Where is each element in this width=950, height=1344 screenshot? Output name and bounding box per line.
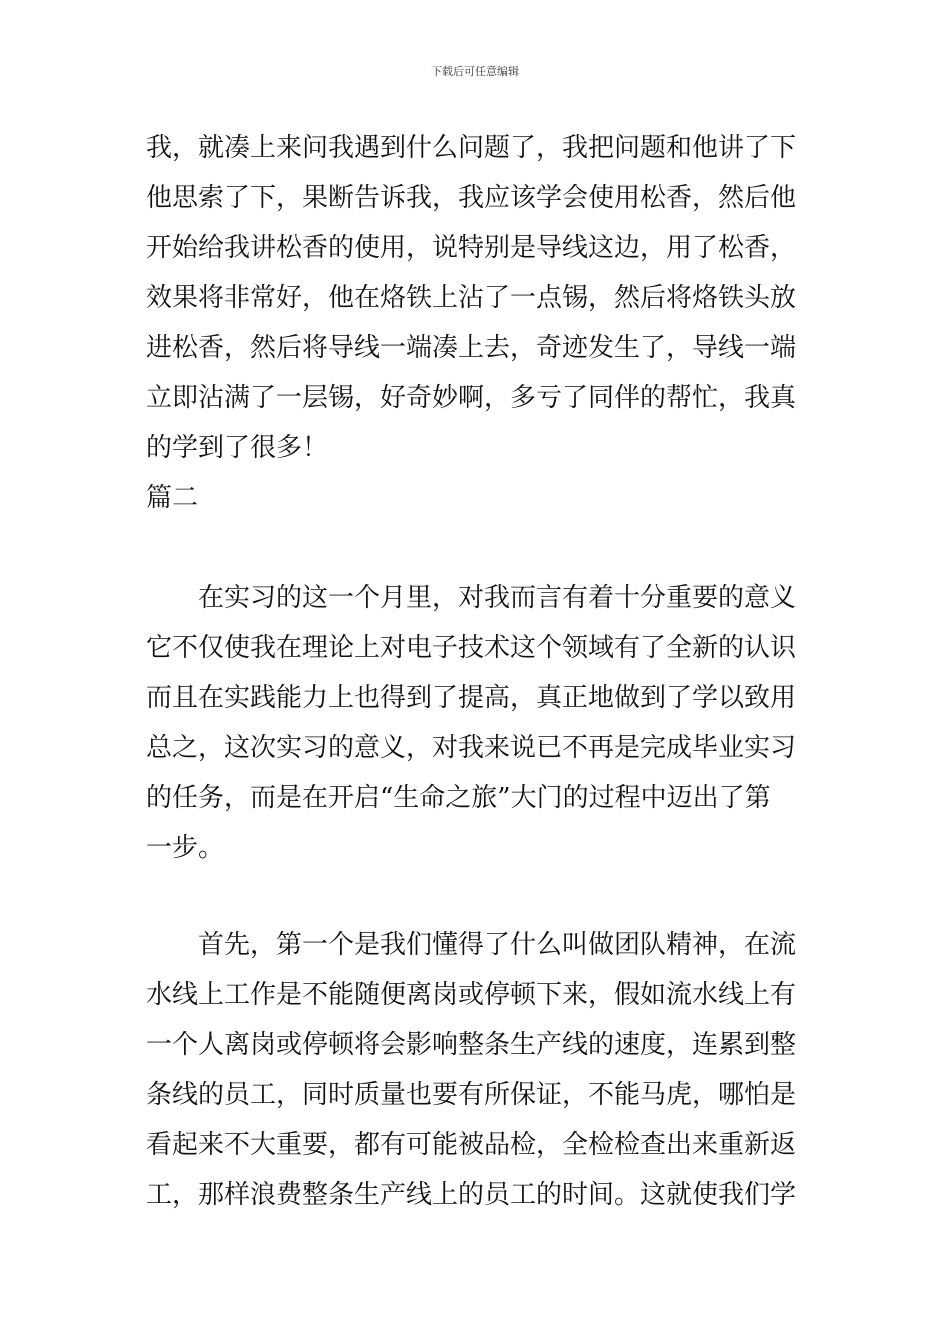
text-line: 看起来不大重要，都有可能被品检，全检检查出来重新返 [146, 1130, 797, 1160]
text-line: 它不仅使我在理论上对电子技术这个领域有了全新的认识 [146, 633, 797, 663]
text-line: 的学到了很多！ [146, 433, 329, 463]
text-line: 立即沾满了一层锡，好奇妙啊，多亏了同伴的帮忙，我真 [146, 383, 797, 413]
text-line: 进松香，然后将导线一端凑上去，奇迹发生了，导线一端 [146, 333, 797, 363]
paragraph-first-line: 在实习的这一个月里，对我而言有着十分重要的意义 [198, 583, 797, 613]
text-line: 开始给我讲松香的使用，说特别是导线这边，用了松香， [146, 233, 797, 263]
text-line: 工，那样浪费整条生产线上的员工的时间。这就使我们学 [146, 1180, 797, 1210]
text-line: 而且在实践能力上也得到了提高，真正地做到了学以致用 [146, 683, 797, 713]
text-line: 我，就凑上来问我遇到什么问题了，我把问题和他讲了下 [146, 133, 797, 163]
text-line: 他思索了下，果断告诉我，我应该学会使用松香，然后他 [146, 183, 797, 213]
text-line: 条线的员工，同时质量也要有所保证，不能马虎，哪怕是 [146, 1080, 797, 1110]
page-header: 下载后可任意编辑 [431, 65, 519, 78]
text-line: 一步。 [146, 833, 225, 863]
section-heading: 篇二 [146, 483, 199, 513]
text-line: 一个人离岗或停顿将会影响整条生产线的速度，连累到整 [146, 1030, 797, 1060]
text-line: 的任务，而是在开启“生命之旅”大门的过程中迈出了第 [146, 783, 771, 813]
text-line: 总之，这次实习的意义，对我来说已不再是完成毕业实习 [146, 733, 797, 763]
paragraph-first-line: 首先，第一个是我们懂得了什么叫做团队精神，在流 [198, 930, 797, 960]
text-line: 水线上工作是不能随便离岗或停顿下来，假如流水线上有 [146, 980, 797, 1010]
text-line: 效果将非常好，他在烙铁上沾了一点锡，然后将烙铁头放 [146, 283, 797, 313]
